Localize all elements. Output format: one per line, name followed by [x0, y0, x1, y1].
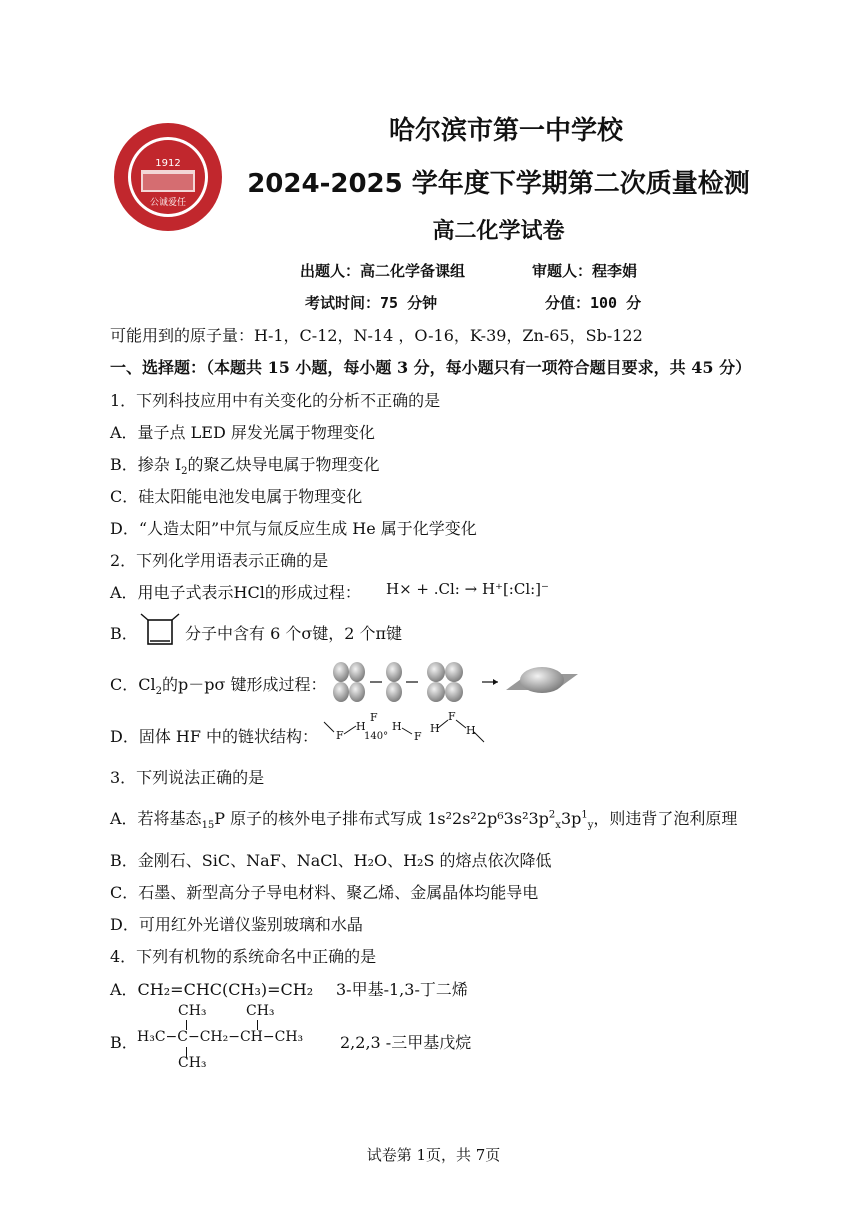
logo-year: 1912	[155, 158, 181, 169]
q4-option-a-name: 3-甲基-1,3-丁二烯	[336, 980, 468, 999]
hf-atom-1: F	[336, 729, 344, 742]
setter: 出题人：高二化学备课组	[300, 262, 466, 280]
q3-option-c: C．石墨、新型高分子导电材料、聚乙烯、金属晶体均能导电	[110, 883, 539, 902]
q4-b-methyl-top-1: CH₃	[178, 1003, 207, 1019]
q1-option-a: A．量子点 LED 屏发光属于物理变化	[110, 423, 375, 442]
hf-atom-4: H	[392, 720, 402, 733]
hf-atom-6: H	[430, 722, 440, 735]
q2-option-c: C．$Cl_2$的p－pσ 键形成过程：	[110, 675, 327, 698]
q4-b-methyl-top-2: CH₃	[246, 1003, 275, 1019]
q4-b-methyl-bottom: CH₃	[178, 1055, 207, 1071]
q4-option-b-name: 2,2,3 -三甲基戊烷	[340, 1033, 472, 1052]
p-p-sigma-bond-diagram	[332, 660, 582, 704]
q1-option-d: D．“人造太阳”中氘与氚反应生成 He 属于化学变化	[110, 519, 477, 538]
hcl-electron-formula: H× + .Cl: → H⁺[:Cl:]⁻	[386, 580, 549, 598]
q1-option-c: C．硅太阳能电池发电属于物理变化	[110, 487, 363, 506]
subject-title: 高二化学试卷	[432, 219, 565, 244]
q4-option-a-formula: A．CH₂=CHC(CH₃)=CH₂	[110, 980, 314, 999]
logo-motto: 公诚爱任	[149, 198, 187, 208]
q2-option-b-label: B．	[110, 624, 138, 643]
hf-bond-angle: 140°	[364, 731, 389, 742]
hf-atom-2: H	[356, 720, 366, 733]
hf-chain-structure	[322, 712, 492, 748]
q2-option-a: A．用电子式表示HCl的形成过程：	[110, 583, 361, 602]
hf-atom-8: H	[466, 724, 476, 737]
hf-atom-7: F	[448, 712, 456, 723]
reviewer: 审题人：程李娟	[532, 262, 638, 280]
section-heading: 一、选择题：（本题共 15 小题，每小题 3 分，每小题只有一项符合题目要求，共 45 分）	[110, 358, 752, 377]
q1-option-b: B．掺杂 $I_2$的聚乙炔导电属于物理变化	[110, 455, 380, 478]
q3-option-d: D．可用红外光谱仪鉴别玻璃和水晶	[110, 915, 363, 934]
q4-b-main-chain: H₃C−C−CH₂−CH−CH₃	[137, 1029, 304, 1045]
q3-option-a: A．若将基态$_{15}$P 原子的核外电子排布式写成 $1s^22s^22p^63s^23p^2_x3p^1_y$，则违背了泡利原理	[110, 809, 738, 832]
q2-option-b: 分子中含有 6 个σ键，2 个π键	[185, 624, 403, 643]
exam-title: 2024-2025 学年度下学期第二次质量检测	[247, 169, 750, 199]
page-footer: 试卷第 1页，共 7页	[366, 1146, 501, 1164]
total-score: 分值：100 分	[545, 294, 642, 312]
q1-stem: 1．下列科技应用中有关变化的分析不正确的是	[110, 391, 441, 410]
q2-stem: 2．下列化学用语表示正确的是	[110, 551, 329, 570]
q3-option-b: B．金刚石、SiC、NaF、NaCl、H₂O、H₂S 的熔点依次降低	[110, 851, 552, 870]
q4-stem: 4．下列有机物的系统命名中正确的是	[110, 947, 377, 966]
exam-time: 考试时间：75 分钟	[305, 294, 438, 312]
cyclobutene-structure	[138, 612, 182, 650]
school-name: 哈尔滨市第一中学校	[388, 116, 623, 146]
q3-stem: 3．下列说法正确的是	[110, 768, 265, 787]
hf-atom-5: F	[414, 730, 422, 743]
q4-option-b-label: B．	[110, 1033, 138, 1052]
q2-option-d: D．固体 HF 中的链状结构：	[110, 727, 319, 746]
hf-atom-3: F	[370, 712, 378, 724]
atomic-masses: 可能用到的原子量：H-1，C-12，N-14 ，O-16，K-39，Zn-65，Sb-122	[110, 326, 643, 345]
